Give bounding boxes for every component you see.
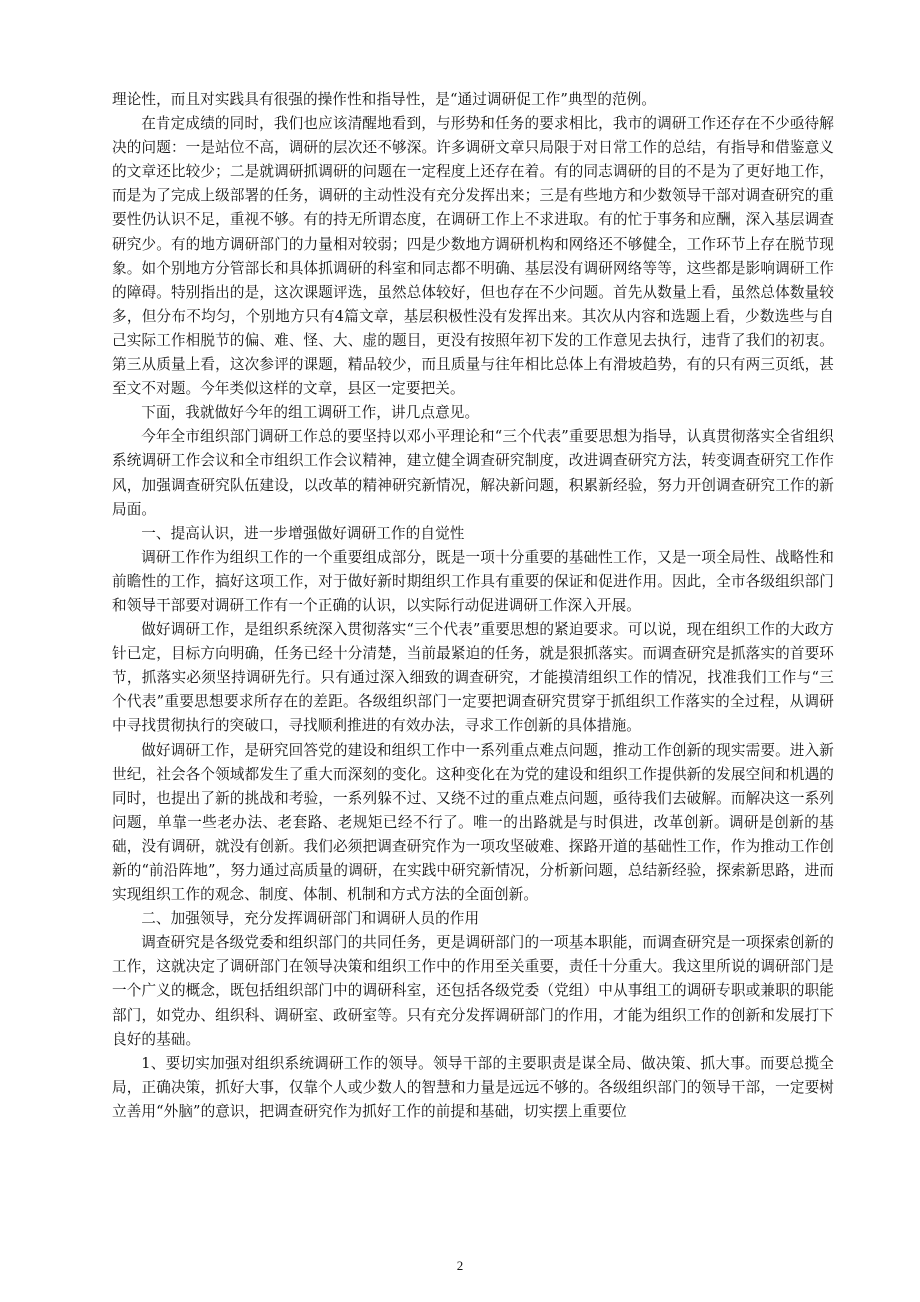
paragraph-leadership: 1、要切实加强对组织系统调研工作的领导。领导干部的主要职责是谋全局、做决策、抓大事。而要总揽全局，正确决策，抓好大事，仅靠个人或少数人的智慧和力量是远远不够的。各级组织部门的领导干部，一定要树立善用“外脑”的意识，把调查研究作为抓好工作的前提和基础，切实摆上重要位	[112, 1054, 834, 1120]
section-heading-1: 一、提高认识，进一步增强做好调研工作的自觉性	[141, 524, 465, 542]
paragraph-continuation: 理论性，而且对实践具有很强的操作性和指导性，是“通过调研促工作”典型的范例。	[112, 91, 657, 108]
page-number: 2	[456, 1258, 464, 1273]
paragraph-importance: 调研工作作为组织工作的一个重要组成部分，既是一项十分重要的基础性工作，又是一项全局性、战略性和前瞻性的工作，搞好这项工作，对于做好新时期组织工作具有重要的保证和促进作用。因此，全市各级组织部门和领导干部要对调研工作有一个正确的认识，以实际行动促进调研工作深入开展。	[112, 548, 834, 614]
paragraph-three-represents: 做好调研工作，是组织系统深入贯彻落实“三个代表”重要思想的紧迫要求。可以说，现在组织工作的大政方针已定，目标方向明确，任务已经十分清楚，当前最紧迫的任务，就是狠抓落实。而调查研究是抓落实的首要环节，抓落实必须坚持调研先行。只有通过深入细致的调查研究，才能摸清组织工作的情况，找准我们工作与“三个代表”重要思想要求所存在的差距。各级组织部门一定要把调查研究贯穿于抓组织工作落实的全过程，从调研中寻找贯彻执行的突破口，寻找顺利推进的有效办法，寻求工作创新的具体措施。	[112, 621, 834, 735]
paragraph-innovation: 做好调研工作，是研究回答党的建设和组织工作中一系列重点难点问题，推动工作创新的现实需要。进入新世纪，社会各个领域都发生了重大而深刻的变化。这种变化在为党的建设和组织工作提供新的发展空间和机遇的同时，也提出了新的挑战和考验，一系列躲不过、又绕不过的重点难点问题，亟待我们去破解。而解决这一系列问题，单靠一些老办法、老套路、老规矩已经不行了。唯一的出路就是与时俱进，改革创新。调研是创新的基础，没有调研，就没有创新。我们必须把调查研究作为一项攻坚破难、探路开道的基础性工作，作为推动工作创新的“前沿阵地”，努力通过高质量的调研，在实践中研究新情况，分析新问题，总结新经验，探索新思路，进而实现组织工作的观念、制度、体制、机制和方式方法的全面创新。	[112, 741, 834, 904]
document-body	[112, 88, 834, 1124]
paragraph-overall-requirement: 今年全市组织部门调研工作总的要坚持以邓小平理论和“三个代表”重要思想为指导，认真贯彻落实全省组织系统调研工作会议和全市组织工作会议精神，建立健全调查研究制度，改进调查研究方法，转变调查研究工作作风，加强调查研究队伍建设，以改革的精神研究新情况，解决新问题，积累新经验，努力开创调查研究工作的新局面。	[112, 428, 834, 518]
paragraph-research-departments: 调查研究是各级党委和组织部门的共同任务，更是调研部门的一项基本职能，而调查研究是一项探索创新的工作，这就决定了调研部门在领导决策和组织工作中的作用至关重要，责任十分重大。我这里所说的调研部门是一个广义的概念，既包括组织部门中的调研科室，还包括各级党委（党组）中从事组工的调研专职或兼职的职能部门，如党办、组织科、调研室、政研室等。只有充分发挥调研部门的作用，才能为组织工作的创新和发展打下良好的基础。	[112, 934, 834, 1048]
section-heading-2: 二、加强领导，充分发挥调研部门和调研人员的作用	[141, 910, 480, 928]
paragraph-problems: 在肯定成绩的同时，我们也应该清醒地看到，与形势和任务的要求相比，我市的调研工作还存在不少亟待解决的问题：一是站位不高，调研的层次还不够深。许多调研文章只局限于对日常工作的总结，有指导和借鉴意义的文章还比较少；二是就调研抓调研的问题在一定程度上还存在着。有的同志调研的目的不是为了更好地工作，而是为了完成上级部署的任务，调研的主动性没有充分发挥出来；三是有些地方和少数领导干部对调查研究的重要性仍认识不足，重视不够。有的持无所谓态度，在调研工作上不求进取。有的忙于事务和应酬，深入基层调查研究少。有的地方调研部门的力量相对较弱；四是少数地方调研机构和网络还不够健全，工作环节上存在脱节现象。如个别地方分管部长和具体抓调研的科室和同志都不明确、基层没有调研网络等等，这些都是影响调研工作的障碍。特别指出的是，这次课题评选，虽然总体较好，但也存在不少问题。首先从数量上看，虽然总体数量较多，但分布不均匀，个别地方只有4篇文章，基层积极性没有发挥出来。其次从内容和选题上看，少数选些与自己实际工作相脱节的偏、难、怪、大、虚的题目，更没有按照年初下发的工作意见去执行，违背了我们的初衷。第三从质量上看，这次参评的课题，精品较少，而且质量与往年相比总体上有滑坡趋势，有的只有两三页纸，甚至文不对题。今年类似这样的文章，县区一定要把关。	[112, 115, 834, 398]
paragraph-intro-remarks: 下面，我就做好今年的组工调研工作，讲几点意见。	[141, 404, 480, 422]
